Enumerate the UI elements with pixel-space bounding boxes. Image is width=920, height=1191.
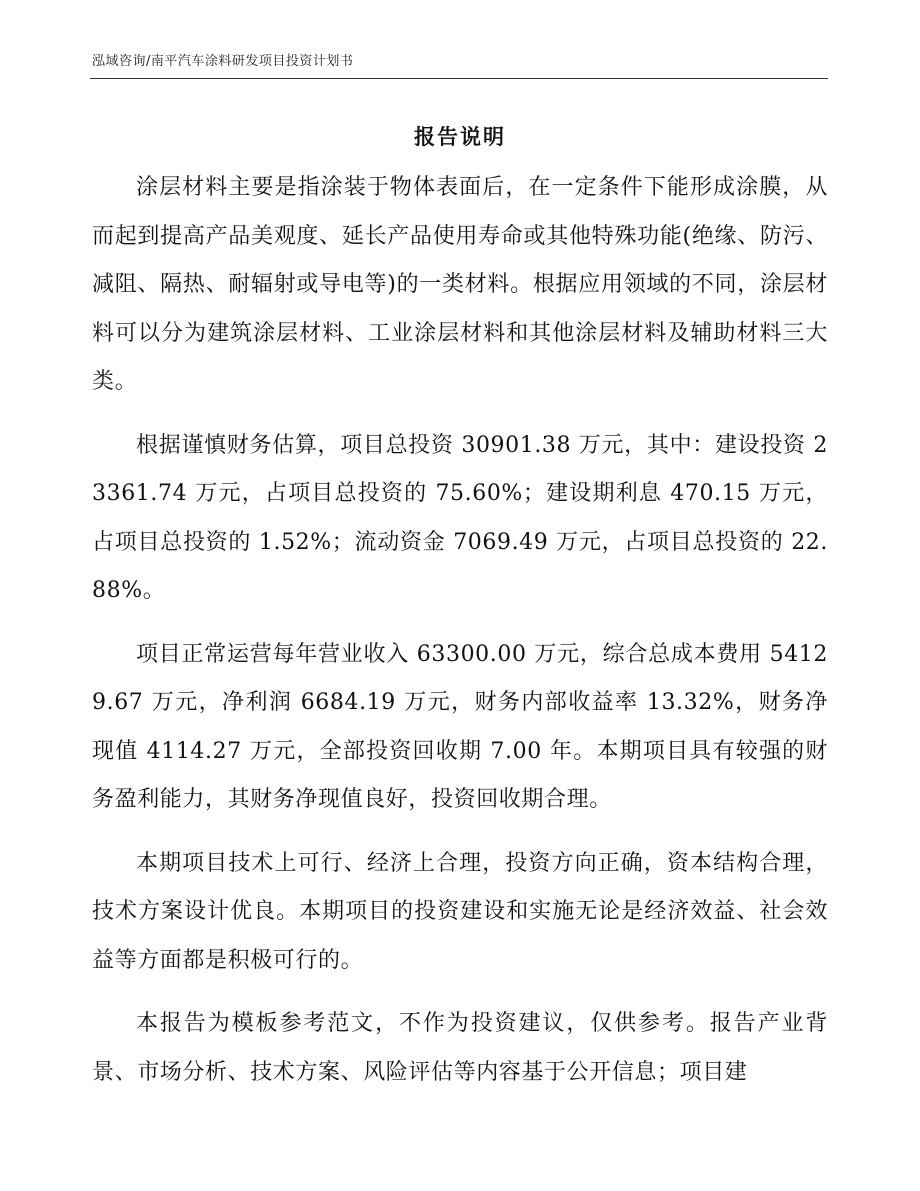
page-title: 报告说明 (414, 125, 506, 149)
header-divider (90, 78, 828, 79)
paragraph-operations: 项目正常运营每年营业收入 63300.00 万元，综合总成本费用 54129.67 万元，净利润 6684.19 万元，财务内部收益率 13.32%，财务净现值 4114.27 万元，全部投资回收期 7.00 年。本期项目具有较强的财务盈利能力，其财务净现值良好，投资回收期合理。 (92, 641, 828, 812)
paragraph-intro: 涂层材料主要是指涂装于物体表面后，在一定条件下能形成涂膜，从而起到提高产品美观度、延长产品使用寿命或其他特殊功能(绝缘、防污、减阻、隔热、耐辐射或导电等)的一类材料。根据应用领域的不同，涂层材料可以分为建筑涂层材料、工业涂层材料和其他涂层材料及辅助材料三大类。 (92, 175, 828, 394)
document-body (92, 164, 828, 1112)
paragraph-feasibility: 本期项目技术上可行、经济上合理，投资方向正确，资本结构合理，技术方案设计优良。本期项目的投资建设和实施无论是经济效益、社会效益等方面都是积极可行的。 (92, 850, 828, 973)
paragraph-investment: 根据谨慎财务估算，项目总投资 30901.38 万元，其中：建设投资 23361.74 万元，占项目总投资的 75.60%；建设期利息 470.15 万元，占项目总投资的 1.52%；流动资金 7069.49 万元，占项目总投资的 22.88%。 (92, 432, 828, 603)
running-header: 泓域咨询/南平汽车涂料研发项目投资计划书 (92, 54, 354, 69)
paragraph-disclaimer: 本报告为模板参考范文，不作为投资建议，仅供参考。报告产业背景、市场分析、技术方案、风险评估等内容基于公开信息；项目建 (92, 1011, 828, 1085)
